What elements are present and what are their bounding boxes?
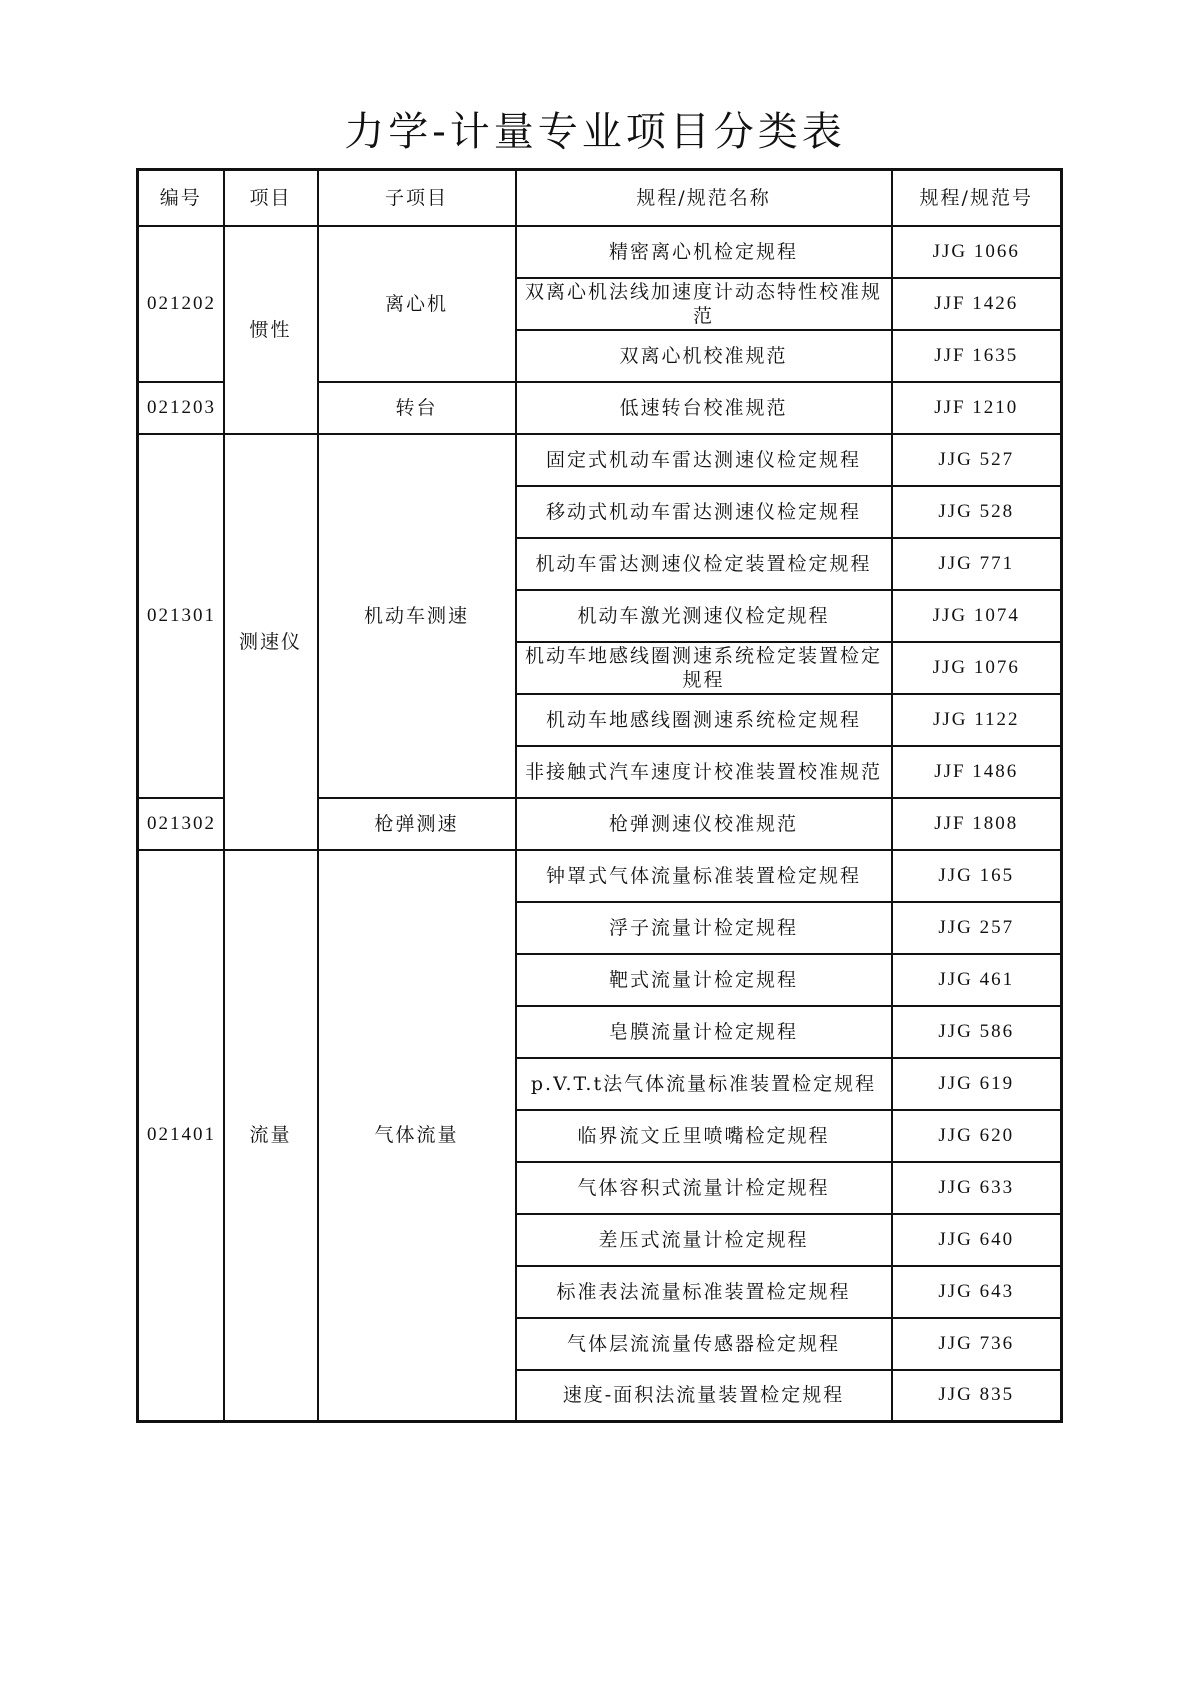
standard-name-cell: 机动车激光测速仪检定规程 <box>516 590 892 642</box>
standard-name-cell: 枪弹测速仪校准规范 <box>516 798 892 850</box>
subproject-cell: 离心机 <box>318 226 516 382</box>
standard-name-cell: 皂膜流量计检定规程 <box>516 1006 892 1058</box>
code-cell: 021302 <box>138 798 224 850</box>
project-cell: 惯性 <box>224 226 318 434</box>
standard-number-cell: JJG 528 <box>892 486 1062 538</box>
standard-number-cell: JJG 1076 <box>892 642 1062 694</box>
table-row <box>138 226 1062 278</box>
standard-number-cell: JJG 835 <box>892 1370 1062 1422</box>
standard-name-cell: 差压式流量计检定规程 <box>516 1214 892 1266</box>
table-row <box>138 434 1062 486</box>
standard-name-cell: 非接触式汽车速度计校准装置校准规范 <box>516 746 892 798</box>
standard-number-cell: JJG 643 <box>892 1266 1062 1318</box>
subproject-cell: 枪弹测速 <box>318 798 516 850</box>
standard-name-cell: 双离心机法线加速度计动态特性校准规范 <box>516 278 892 330</box>
standard-name-cell: 机动车地感线圈测速系统检定规程 <box>516 694 892 746</box>
subproject-cell: 转台 <box>318 382 516 434</box>
subproject-cell: 气体流量 <box>318 850 516 1422</box>
standard-name-cell: 固定式机动车雷达测速仪检定规程 <box>516 434 892 486</box>
code-cell: 021401 <box>138 850 224 1422</box>
standard-number-cell: JJG 1066 <box>892 226 1062 278</box>
standard-name-cell: 速度-面积法流量装置检定规程 <box>516 1370 892 1422</box>
header-standard-name: 规程/规范名称 <box>516 170 892 226</box>
project-cell: 测速仪 <box>224 434 318 850</box>
code-cell: 021203 <box>138 382 224 434</box>
classification-table <box>136 168 1063 1423</box>
standard-number-cell: JJG 736 <box>892 1318 1062 1370</box>
standard-number-cell: JJG 640 <box>892 1214 1062 1266</box>
standard-name-cell: 气体容积式流量计检定规程 <box>516 1162 892 1214</box>
standard-number-cell: JJG 257 <box>892 902 1062 954</box>
standard-number-cell: JJG 620 <box>892 1110 1062 1162</box>
standard-name-cell: 移动式机动车雷达测速仪检定规程 <box>516 486 892 538</box>
project-cell: 流量 <box>224 850 318 1422</box>
table-header-row <box>138 170 1062 226</box>
standard-number-cell: JJG 1074 <box>892 590 1062 642</box>
header-subproject: 子项目 <box>318 170 516 226</box>
standard-name-cell: p.V.T.t法气体流量标准装置检定规程 <box>516 1058 892 1110</box>
standard-number-cell: JJG 771 <box>892 538 1062 590</box>
standard-number-cell: JJG 619 <box>892 1058 1062 1110</box>
standard-number-cell: JJG 527 <box>892 434 1062 486</box>
standard-name-cell: 钟罩式气体流量标准装置检定规程 <box>516 850 892 902</box>
standard-name-cell: 靶式流量计检定规程 <box>516 954 892 1006</box>
standard-number-cell: JJG 586 <box>892 1006 1062 1058</box>
standard-name-cell: 临界流文丘里喷嘴检定规程 <box>516 1110 892 1162</box>
standard-number-cell: JJF 1808 <box>892 798 1062 850</box>
standard-number-cell: JJG 165 <box>892 850 1062 902</box>
standard-number-cell: JJG 461 <box>892 954 1062 1006</box>
header-code: 编号 <box>138 170 224 226</box>
standard-name-cell: 双离心机校准规范 <box>516 330 892 382</box>
table-row <box>138 850 1062 902</box>
standard-number-cell: JJF 1210 <box>892 382 1062 434</box>
standard-number-cell: JJF 1486 <box>892 746 1062 798</box>
header-standard-number: 规程/规范号 <box>892 170 1062 226</box>
standard-number-cell: JJF 1635 <box>892 330 1062 382</box>
code-cell: 021202 <box>138 226 224 382</box>
standard-number-cell: JJF 1426 <box>892 278 1062 330</box>
standard-name-cell: 机动车雷达测速仪检定装置检定规程 <box>516 538 892 590</box>
standard-name-cell: 标准表法流量标准装置检定规程 <box>516 1266 892 1318</box>
header-project: 项目 <box>224 170 318 226</box>
standard-number-cell: JJG 1122 <box>892 694 1062 746</box>
standard-name-cell: 精密离心机检定规程 <box>516 226 892 278</box>
standard-name-cell: 机动车地感线圈测速系统检定装置检定规程 <box>516 642 892 694</box>
standard-number-cell: JJG 633 <box>892 1162 1062 1214</box>
standard-name-cell: 气体层流流量传感器检定规程 <box>516 1318 892 1370</box>
standard-name-cell: 浮子流量计检定规程 <box>516 902 892 954</box>
code-cell: 021301 <box>138 434 224 798</box>
standard-name-cell: 低速转台校准规范 <box>516 382 892 434</box>
page-title: 力学-计量专业项目分类表 <box>344 109 846 155</box>
subproject-cell: 机动车测速 <box>318 434 516 798</box>
